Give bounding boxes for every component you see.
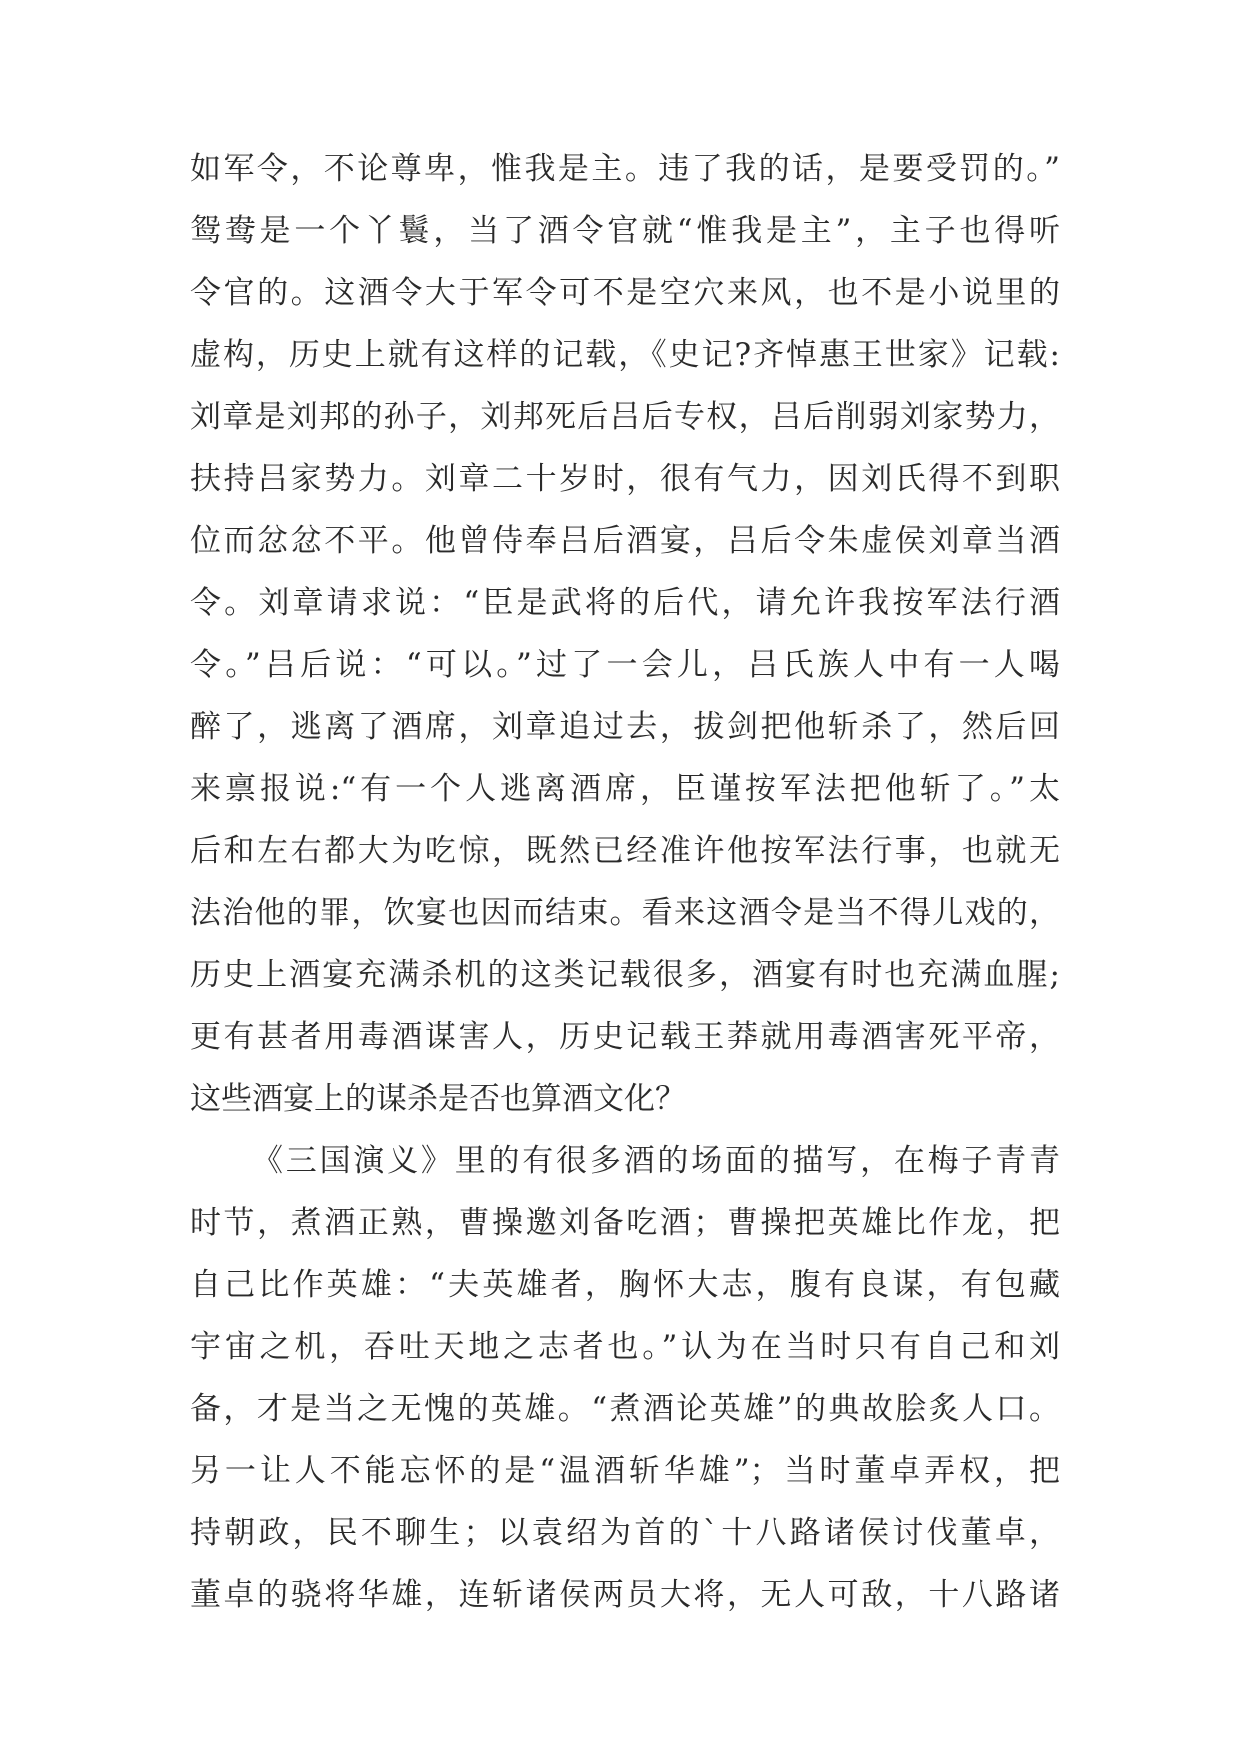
- text-line: 《三国演义》里的有很多酒的场面的描写，在梅子青青: [252, 1143, 1060, 1179]
- text-line: 法治他的罪，饮宴也因而结束。看来这酒令是当不得儿戏的，: [190, 895, 1060, 931]
- text-line: 如军令，不论尊卑，惟我是主。违了我的话，是要受罚的。”: [190, 151, 1060, 187]
- text-line: 醉了，逃离了酒席，刘章追过去，拔剑把他斩杀了，然后回: [190, 709, 1060, 745]
- text-line: 更有甚者用毒酒谋害人，历史记载王莽就用毒酒害死平帝，: [190, 1019, 1060, 1055]
- text-line: 来禀报说:“有一个人逃离酒席，臣谨按军法把他斩了。”太: [190, 771, 1060, 807]
- text-line: 自己比作英雄：“夫英雄者，胸怀大志，腹有良谋，有包藏: [190, 1267, 1060, 1303]
- text-line: 备，才是当之无愧的英雄。“煮酒论英雄”的典故脍炙人口。: [190, 1391, 1060, 1427]
- text-line: 虚构，历史上就有这样的记载，《史记?齐悼惠王世家》记载:: [190, 337, 1060, 373]
- text-line: 刘章是刘邦的孙子，刘邦死后吕后专权，吕后削弱刘家势力，: [190, 399, 1060, 435]
- text-line: 另一让人不能忘怀的是“温酒斩华雄”；当时董卓弄权，把: [190, 1453, 1060, 1489]
- paragraph: [190, 138, 1060, 1130]
- text-line: 令。刘章请求说：“臣是武将的后代，请允许我按军法行酒: [190, 585, 1060, 621]
- text-line: 董卓的骁将华雄，连斩诸侯两员大将，无人可敌，十八路诸: [190, 1577, 1060, 1613]
- text-line: 历史上酒宴充满杀机的这类记载很多，酒宴有时也充满血腥;: [190, 957, 1060, 993]
- paragraph: [190, 1130, 1060, 1626]
- text-line: 令。”吕后说：“可以。”过了一会儿，吕氏族人中有一人喝: [190, 647, 1060, 683]
- text-line: 后和左右都大为吃惊，既然已经准许他按军法行事，也就无: [190, 833, 1060, 869]
- text-line: 令官的。这酒令大于军令可不是空穴来风，也不是小说里的: [190, 275, 1060, 311]
- text-line: 时节，煮酒正熟，曹操邀刘备吃酒；曹操把英雄比作龙，把: [190, 1205, 1060, 1241]
- text-line: 这些酒宴上的谋杀是否也算酒文化？: [190, 1081, 686, 1117]
- text-line: 持朝政，民不聊生；以袁绍为首的`十八路诸侯讨伐董卓，: [190, 1515, 1060, 1551]
- text-line: 扶持吕家势力。刘章二十岁时，很有气力，因刘氏得不到职: [190, 461, 1060, 497]
- text-line: 鸳鸯是一个丫鬟，当了酒令官就“惟我是主”，主子也得听: [190, 213, 1060, 249]
- body-text: [190, 138, 1060, 1626]
- text-line: 位而忿忿不平。他曾侍奉吕后酒宴，吕后令朱虚侯刘章当酒: [190, 523, 1060, 559]
- text-line: 宇宙之机，吞吐天地之志者也。”认为在当时只有自己和刘: [190, 1329, 1060, 1365]
